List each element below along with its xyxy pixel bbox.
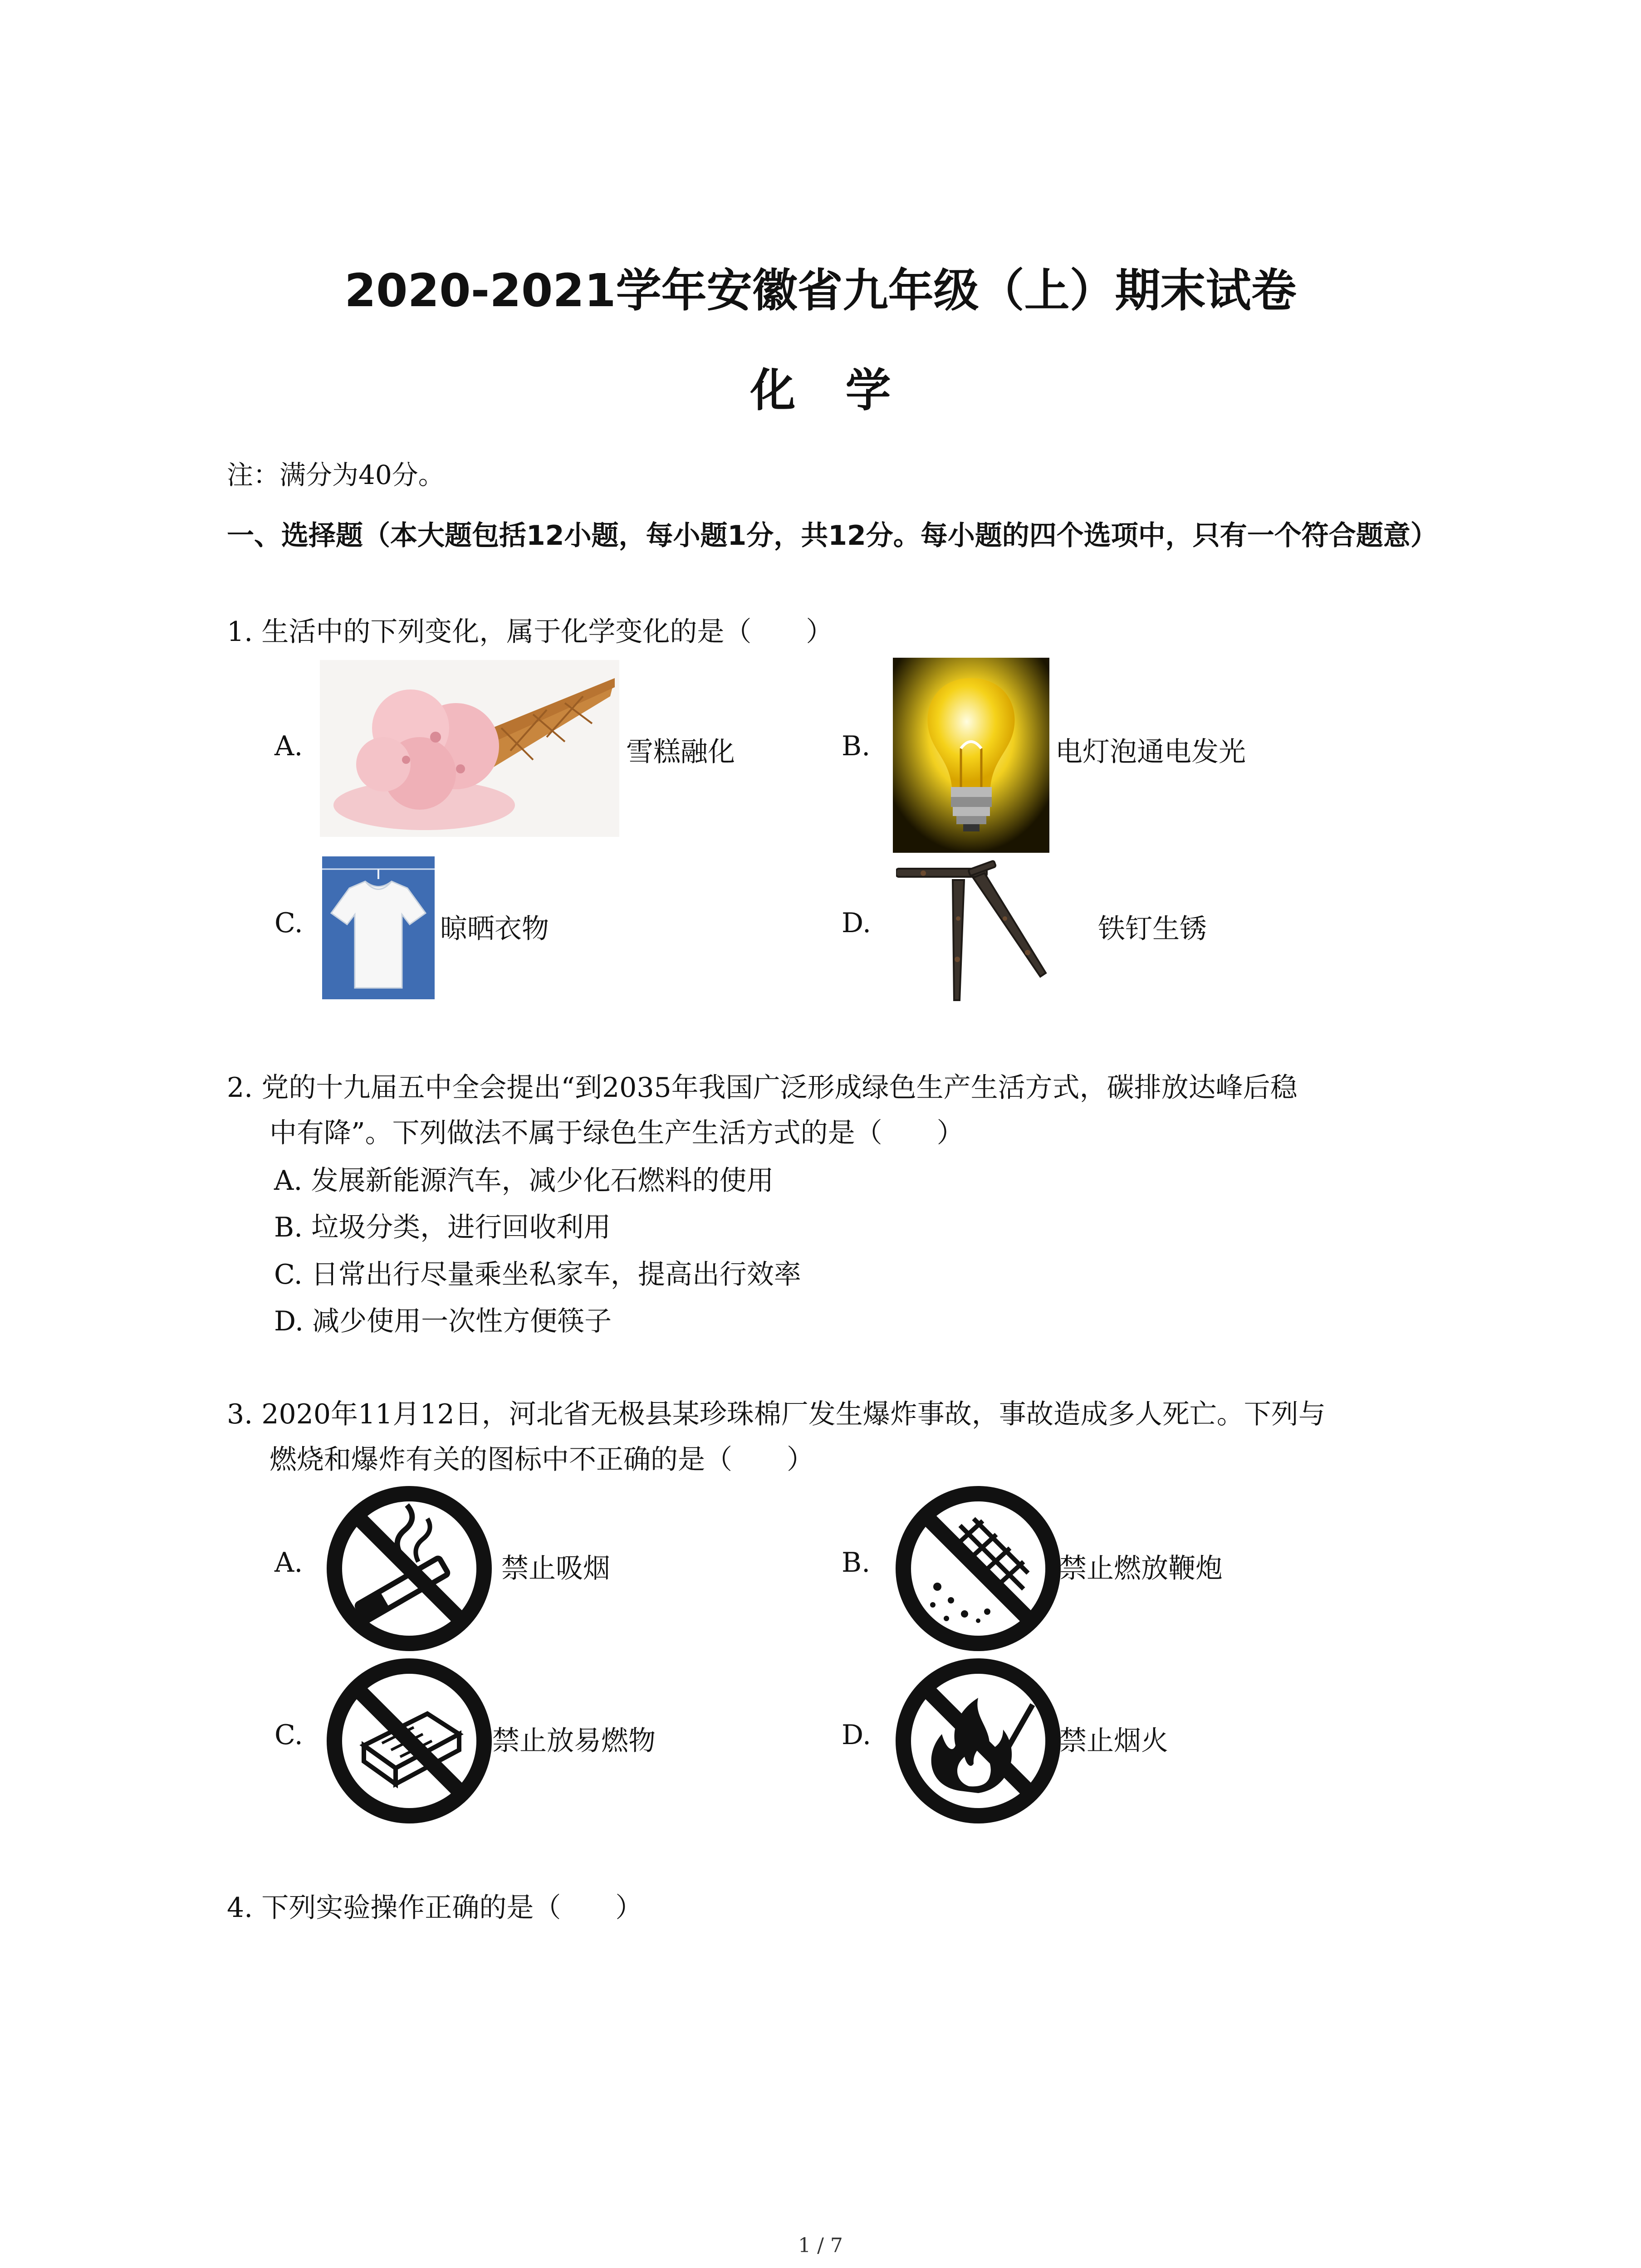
tshirt-icon — [322, 856, 435, 999]
no-flammables-sign-icon — [323, 1655, 495, 1827]
section-heading: 一、选择题（本大题包括12小题，每小题1分，共12分。每小题的四个选项中，只有一个符合题意） — [227, 520, 1438, 552]
q3-option-c-label: 禁止放易燃物 — [492, 1725, 656, 1757]
ice-cream-icon — [320, 660, 619, 837]
q3-option-a-label: 禁止吸烟 — [501, 1553, 610, 1584]
exam-title: 2020-2021学年安徽省九年级（上）期末试卷 — [344, 264, 1297, 317]
score-note: 注：满分为40分。 — [227, 459, 445, 490]
q1-option-b-letter: B. — [842, 730, 871, 762]
question-1-stem: 1. 生活中的下列变化，属于化学变化的是（ ） — [227, 616, 833, 648]
q3-option-b-letter: B. — [842, 1547, 871, 1579]
q2-option-d: D. 减少使用一次性方便筷子 — [274, 1305, 612, 1337]
q3-option-b-label: 禁止燃放鞭炮 — [1059, 1553, 1223, 1584]
q1-option-a-label: 雪糕融化 — [626, 736, 735, 768]
q1-option-c-label: 晾晒衣物 — [440, 913, 549, 945]
q1-option-d-label: 铁钉生锈 — [1098, 913, 1207, 945]
q2-option-a: A. 发展新能源汽车，减少化石燃料的使用 — [274, 1165, 774, 1197]
no-firecrackers-sign-icon — [892, 1482, 1064, 1655]
light-bulb-icon — [893, 658, 1049, 853]
question-3-stem-line2: 燃烧和爆炸有关的图标中不正确的是（ ） — [269, 1444, 814, 1476]
q2-option-b: B. 垃圾分类，进行回收利用 — [274, 1212, 611, 1243]
q3-option-c-letter: C. — [274, 1719, 303, 1751]
q1-option-a-letter: A. — [274, 730, 303, 762]
question-2-stem-line2: 中有降”。下列做法不属于绿色生产生活方式的是（ ） — [269, 1117, 964, 1149]
q3-option-d-label: 禁止烟火 — [1059, 1725, 1168, 1757]
q3-option-a-letter: A. — [274, 1547, 303, 1579]
rusty-nail-icon — [896, 860, 1087, 1005]
q2-option-c: C. 日常出行尽量乘坐私家车，提高出行效率 — [274, 1259, 801, 1290]
q1-option-d-letter: D. — [842, 907, 872, 939]
q1-option-b-label: 电灯泡通电发光 — [1055, 736, 1246, 768]
subject-title: 化学 — [750, 364, 941, 417]
question-3-stem-line1: 3. 2020年11月12日，河北省无极县某珍珠棉厂发生爆炸事故，事故造成多人死亡。下列与 — [227, 1398, 1326, 1430]
page-number: 1 / 7 — [798, 2234, 843, 2257]
no-open-flame-sign-icon — [892, 1655, 1064, 1827]
question-2-stem-line1: 2. 党的十九届五中全会提出“到2035年我国广泛形成绿色生产生活方式，碳排放达峰后稳 — [227, 1072, 1298, 1104]
no-smoking-sign-icon — [323, 1482, 495, 1655]
q3-option-d-letter: D. — [842, 1719, 872, 1751]
q1-option-c-letter: C. — [274, 907, 303, 939]
question-4-stem: 4. 下列实验操作正确的是（ ） — [227, 1892, 643, 1924]
